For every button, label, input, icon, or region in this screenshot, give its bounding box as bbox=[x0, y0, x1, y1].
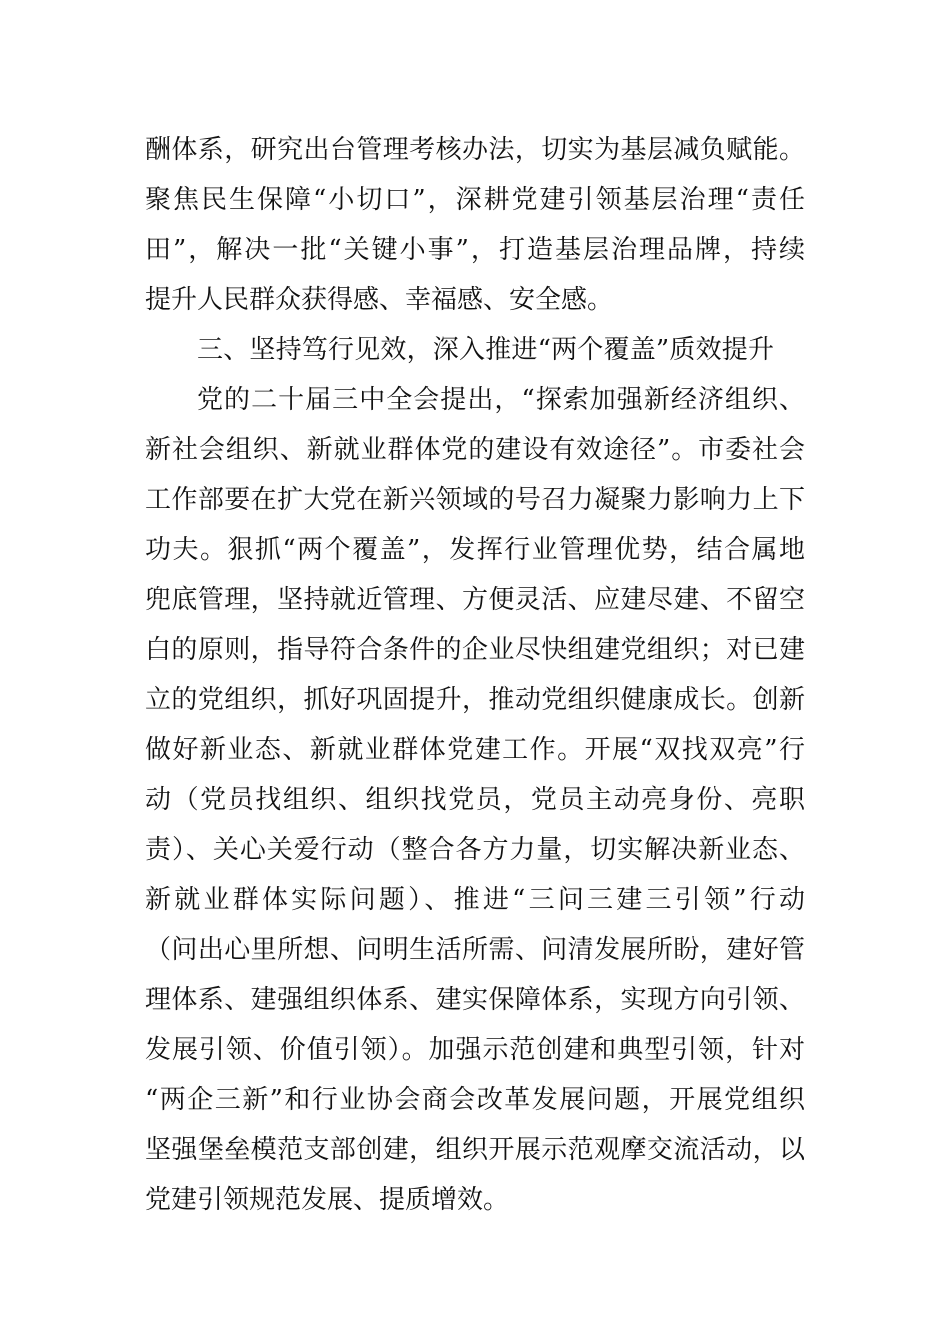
paragraph-line: 党的二十届三中全会提出，“探索加强新经济组织、 bbox=[197, 385, 805, 415]
paragraph-line: 发展引领、价值引领）。加强示范创建和典型引领，针对 bbox=[145, 1035, 805, 1065]
paragraph-line: 提升人民群众获得感、幸福感、安全感。 bbox=[145, 285, 614, 315]
paragraph-line: 动（党员找组织、组织找党员，党员主动亮身份、亮职 bbox=[145, 785, 805, 815]
paragraph-line: 兜底管理，坚持就近管理、方便灵活、应建尽建、不留空 bbox=[145, 585, 805, 615]
paragraph-line: 酬体系，研究出台管理考核办法，切实为基层减负赋能。 bbox=[145, 135, 805, 165]
paragraph-line: 聚焦民生保障“小切口”，深耕党建引领基层治理“责任 bbox=[145, 185, 805, 215]
paragraph-line: （问出心里所想、问明生活所需、问清发展所盼，建好管 bbox=[145, 935, 805, 965]
paragraph-line: 立的党组织，抓好巩固提升，推动党组织健康成长。创新 bbox=[145, 685, 805, 715]
paragraph-line: 白的原则，指导符合条件的企业尽快组建党组织；对已建 bbox=[145, 635, 805, 665]
paragraph-line: 田”，解决一批“关键小事”，打造基层治理品牌，持续 bbox=[145, 235, 805, 265]
paragraph-line: 新社会组织、新就业群体党的建设有效途径”。市委社会 bbox=[145, 435, 805, 465]
paragraph-line: 党建引领规范发展、提质增效。 bbox=[145, 1185, 510, 1215]
paragraph-line: 新就业群体实际问题）、推进“三问三建三引领”行动 bbox=[145, 885, 805, 915]
paragraph-line: “两企三新”和行业协会商会改革发展问题，开展党组织 bbox=[145, 1085, 805, 1115]
paragraph-line: 做好新业态、新就业群体党建工作。开展“双找双亮”行 bbox=[145, 735, 805, 765]
paragraph-line: 责）、关心关爱行动（整合各方力量，切实解决新业态、 bbox=[145, 835, 805, 865]
paragraph-line: 理体系、建强组织体系、建实保障体系，实现方向引领、 bbox=[145, 985, 805, 1015]
section-heading: 三、坚持笃行见效，深入推进“两个覆盖”质效提升 bbox=[197, 335, 775, 365]
paragraph-line: 工作部要在扩大党在新兴领域的号召力凝聚力影响力上下 bbox=[145, 485, 805, 515]
paragraph-line: 功夫。狠抓“两个覆盖”，发挥行业管理优势，结合属地 bbox=[145, 535, 805, 565]
paragraph-line: 坚强堡垒模范支部创建，组织开展示范观摩交流活动，以 bbox=[145, 1135, 805, 1165]
